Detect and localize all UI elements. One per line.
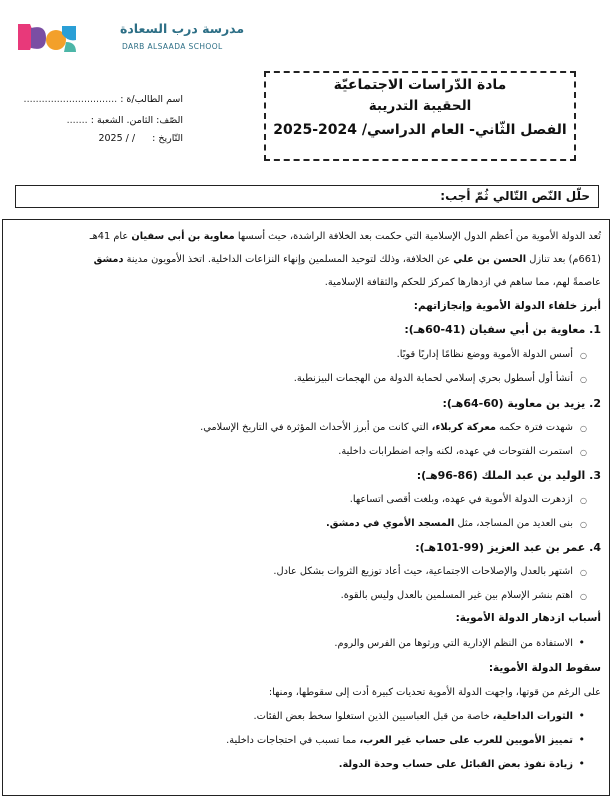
reasons-item: • الاستفادة من النظم الإدارية التي ورثوها من الفرس والروم. [334, 637, 573, 650]
caliph-2-point-2: ○ استمرت الفتوحات في عهده، لكنه واجه اضطرابات داخلية. [338, 445, 573, 458]
caliph-1-point-1: ○ أسس الدولة الأموية ووضع نظامًا إداريًا قويًا. [397, 348, 573, 361]
fall-item-bold: الثورات الداخلية، [492, 711, 573, 722]
fall-item-text: خاصة من قبل العباسيين الذين استغلوا سخط بعض الفئات. [253, 711, 490, 722]
caliph-name: الوليد بن عبد الملك (86-96هـ): [416, 469, 586, 482]
instruction-text: حلّل النّص التّالي ثُمّ أجب: [440, 189, 590, 203]
intro-text: تُعد الدولة الأموية من أعظم الدول الإسلامية التي حكمت بعد الخلافة الراشدة، حيث أسسها [237, 231, 601, 242]
main-text-box [2, 219, 610, 796]
school-name-english: DARB ALSAADA SCHOOL [122, 42, 223, 51]
school-logo [16, 18, 245, 58]
point-text: بنى العديد من المساجد، مثل [457, 518, 573, 529]
point-text: شهدت فترة حكمه [499, 422, 573, 433]
school-name-arabic: مدرسة درب السعادة [120, 21, 245, 36]
intro-bold-city: دمشق [93, 254, 124, 265]
fall-intro: على الرغم من قوتها، واجهت الدولة الأموية تحديات كبيرة أدت إلى سقوطها، ومنها: [268, 687, 601, 698]
intro-line-2 [94, 253, 601, 266]
student-name-dots: ............................... [23, 94, 118, 105]
caliph-2-point-1 [200, 421, 573, 434]
caliph-3-point-2 [326, 517, 573, 530]
caliph-1-title [404, 323, 601, 336]
student-class-dots: ....... [66, 115, 88, 126]
student-name-field[interactable] [24, 94, 183, 105]
subject-title: مادة الدّراسات الاجتماعيّة [333, 77, 507, 93]
intro-text: (661م) بعد تنازل [529, 254, 601, 265]
intro-line-3: عاصمةً لهم، مما ساهم في ازدهارها كمركز للحكم والثقافة الإسلامية. [324, 277, 601, 288]
intro-bold-name: الحسن بن علي [453, 254, 527, 265]
caliph-number: 1. [589, 323, 601, 336]
intro-bold-name: معاوية بن أبي سفيان [131, 231, 235, 242]
caliph-name: معاوية بن أبي سفيان (41-60هـ): [404, 323, 586, 336]
caliph-4-title [415, 541, 601, 554]
caliph-name: يزيد بن معاوية (60-64هـ): [442, 397, 586, 410]
point-text: التي كانت من أبرز الأحداث المؤثرة في التاريخ الإسلامي. [200, 422, 429, 433]
term-title: الفصل الثّاني- العام الدراسي/ 2024-2025 [273, 122, 567, 138]
intro-text: عن الخلافة، وذلك لتوحيد المسلمين وإنهاء النزاعات الداخلية. اتخذ الأمويون مدينة [126, 254, 451, 265]
instruction-box [15, 185, 599, 208]
caliph-number: 3. [589, 469, 601, 482]
student-class-label: الصّف: الثامن. الشعبة : [90, 115, 183, 126]
intro-line-1 [90, 230, 601, 243]
caliph-2-title [442, 397, 601, 410]
caliph-4-point-1: ○ اشتهر بالعدل والإصلاحات الاجتماعية، حيث أعاد توزيع الثروات بشكل عادل. [273, 565, 573, 578]
fall-item-text: مما تسبب في احتجاجات داخلية. [226, 735, 357, 746]
point-bold: المسجد الأموي في دمشق. [326, 518, 455, 529]
fall-heading: سقوط الدولة الأموية: [488, 662, 601, 674]
title-box [264, 71, 576, 161]
caliph-3-point-1: ○ ازدهرت الدولة الأموية في عهده، وبلغت أقصى اتساعها. [350, 493, 573, 506]
caliph-3-title [417, 469, 601, 482]
student-class-field[interactable] [67, 115, 183, 126]
fall-item-1 [254, 710, 574, 723]
reasons-heading: أسباب ازدهار الدولة الأموية: [455, 612, 601, 624]
caliph-4-point-2: ○ اهتم بنشر الإسلام بين غير المسلمين بالعدل وليس بالقوة. [341, 589, 573, 602]
caliph-number: 2. [589, 397, 601, 410]
fall-item-3 [339, 758, 573, 771]
date-value: / / 2025 [98, 133, 136, 144]
student-name-label: اسم الطالب/ة : [120, 94, 183, 105]
caliphs-heading: أبرز خلفاء الدولة الأموية وإنجازاتهم: [413, 300, 601, 312]
school-logo-icon [16, 20, 78, 54]
date-label: التّاريخ : [152, 133, 183, 144]
caliph-name: عمر بن عبد العزيز (99-101هـ): [415, 541, 586, 554]
intro-text: عام 41هـ [89, 231, 129, 242]
fall-item-bold: تمييز الأمويين للعرب على حساب غير العرب، [359, 735, 573, 746]
fall-item-bold: زيادة نفوذ بعض القبائل على حساب وحدة الدولة. [338, 759, 573, 770]
fall-item-2 [226, 734, 573, 747]
caliph-1-point-2: ○ أنشأ أول أسطول بحري إسلامي لحماية الدولة من الهجمات البيزنطية. [294, 372, 573, 385]
caliph-number: 4. [589, 541, 601, 554]
date-field[interactable] [98, 133, 183, 144]
bag-title: الحقيبة التدريبة [368, 98, 472, 114]
point-bold: معركة كربلاء، [431, 422, 496, 433]
